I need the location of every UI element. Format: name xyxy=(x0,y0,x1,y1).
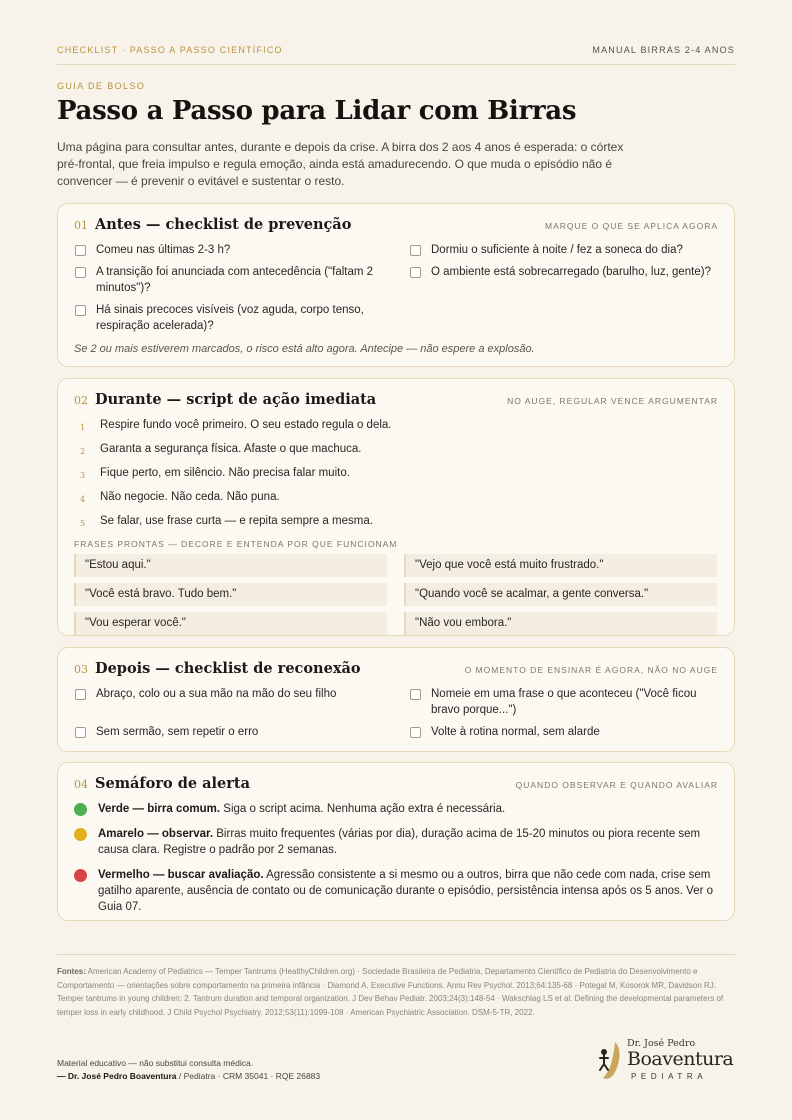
traffic-light-row-green xyxy=(74,801,718,817)
checklist-item[interactable] xyxy=(74,686,409,702)
card-depois xyxy=(57,647,735,752)
phrase-item: "Vou esperar você." xyxy=(74,612,387,635)
checkbox[interactable] xyxy=(410,689,421,700)
logo-small-text: Dr. José Pedro xyxy=(627,1038,696,1049)
phrase-item: "Vejo que você está muito frustrado." xyxy=(404,554,717,577)
step-text: Não negocie. Não ceda. Não puna. xyxy=(100,491,280,503)
header-left-label: CHECKLIST · PASSO A PASSO CIENTÍFICO xyxy=(57,45,283,55)
checklist-item[interactable] xyxy=(74,302,389,334)
checkbox[interactable] xyxy=(75,245,86,256)
card-number: 02 xyxy=(74,394,88,407)
checklist-item[interactable] xyxy=(409,724,719,740)
checklist-item-label: Volte à rotina normal, sem alarde xyxy=(431,726,600,738)
traffic-light-label: Vermelho — buscar avaliação. xyxy=(98,869,264,881)
card-note: MARQUE O QUE SE APLICA AGORA xyxy=(544,221,718,231)
logo xyxy=(595,1036,735,1084)
top-bar xyxy=(57,45,735,65)
logo-subtitle: PEDIATRA xyxy=(631,1072,708,1081)
step-text: Garanta a segurança física. Afaste o que machuca. xyxy=(100,443,362,455)
checkbox[interactable] xyxy=(75,267,86,278)
traffic-light-text: Agressão consistente a si mesmo ou a outros, birra que não cede com nada, crise sem gatilho aparente, ausência de contato ou de comunicação durante o episódio, persistência intensa após os 5 anos. Ver o Guia 07. xyxy=(98,869,714,913)
sources-label: Fontes: xyxy=(57,967,86,976)
phrase-item: "Não vou embora." xyxy=(404,612,717,635)
checklist-item-label: Há sinais precoces visíveis (voz aguda, corpo tenso, respiração acelerada)? xyxy=(96,304,364,332)
step-item xyxy=(74,513,718,532)
card-title xyxy=(74,775,250,792)
phrase-item: "Você está bravo. Tudo bem." xyxy=(74,583,387,606)
child-feather-icon xyxy=(595,1038,625,1082)
traffic-light-row-red xyxy=(74,867,718,915)
author-credentials: / Pediatra · CRM 35041 · RQE 26883 xyxy=(176,1071,321,1081)
checklist-item-label: Dormiu o suficiente à noite / fez a soneca do dia? xyxy=(431,244,683,256)
card-title-text: Semáforo de alerta xyxy=(95,775,250,792)
step-number: 1 xyxy=(80,423,86,432)
sources xyxy=(57,965,735,1019)
card-number: 03 xyxy=(74,663,88,676)
card-semaforo xyxy=(57,762,735,921)
card-durante xyxy=(57,378,735,636)
checklist-item[interactable] xyxy=(409,686,719,718)
step-item xyxy=(74,441,718,460)
step-item xyxy=(74,417,718,436)
phrase-item: "Estou aqui." xyxy=(74,554,387,577)
checkbox[interactable] xyxy=(75,305,86,316)
checkbox[interactable] xyxy=(410,245,421,256)
card-title-text: Antes — checklist de prevenção xyxy=(95,216,352,233)
checklist-item-label: Sem sermão, sem repetir o erro xyxy=(96,726,259,738)
traffic-light-text: Siga o script acima. Nenhuma ação extra é necessária. xyxy=(223,803,506,815)
disclaimer-text: Material educativo — não substitui consulta médica. xyxy=(57,1058,254,1068)
checklist-item-label: Nomeie em uma frase o que aconteceu ("Você ficou bravo porque...") xyxy=(431,688,697,716)
red-dot-icon xyxy=(74,869,87,882)
traffic-light-label: Verde — birra comum. xyxy=(98,803,221,815)
checkbox[interactable] xyxy=(410,267,421,278)
author-name: — Dr. José Pedro Boaventura xyxy=(57,1071,177,1081)
traffic-light-label: Amarelo — observar. xyxy=(98,828,214,840)
step-number: 2 xyxy=(80,447,86,456)
step-number: 4 xyxy=(80,495,86,504)
traffic-light-row-yellow xyxy=(74,826,718,858)
step-number: 3 xyxy=(80,471,86,480)
traffic-light-list xyxy=(74,801,718,915)
card-title xyxy=(74,660,361,677)
card-title xyxy=(74,216,351,233)
steps-list xyxy=(74,417,718,532)
step-text: Fique perto, em silêncio. Não precisa falar muito. xyxy=(100,467,350,479)
checklist-item-label: O ambiente está sobrecarregado (barulho, luz, gente)? xyxy=(431,266,711,278)
step-item xyxy=(74,465,718,484)
card-number: 01 xyxy=(74,219,88,232)
eyebrow: GUIA DE BOLSO xyxy=(57,81,146,91)
page-title: Passo a Passo para Lidar com Birras xyxy=(57,96,577,126)
checklist-item[interactable] xyxy=(74,264,384,296)
step-text: Se falar, use frase curta — e repita sempre a mesma. xyxy=(100,515,373,527)
checklist-item-label: Abraço, colo ou a sua mão na mão do seu filho xyxy=(96,688,337,700)
footer-divider xyxy=(57,954,735,955)
checkbox[interactable] xyxy=(75,689,86,700)
logo-name: Boaventura xyxy=(627,1048,734,1070)
checkbox[interactable] xyxy=(410,727,421,738)
disclaimer xyxy=(57,1057,320,1083)
phrase-item: "Quando você se acalmar, a gente conversa." xyxy=(404,583,717,606)
yellow-dot-icon xyxy=(74,828,87,841)
checklist-item[interactable] xyxy=(409,242,719,258)
header-right-label: MANUAL BIRRAS 2-4 ANOS xyxy=(592,45,735,55)
phrases-label: FRASES PRONTAS — DECORE E ENTENDA POR QUE FUNCIONAM xyxy=(74,539,398,549)
phrases-grid xyxy=(74,554,718,635)
checklist-item[interactable] xyxy=(409,264,719,280)
sources-text: American Academy of Pediatrics — Temper Tantrums (HealthyChildren.org) · Sociedade Brasileira de Pediatria, Departamento Científico de Pediatria do Desenvolvimento e Comportamento — orientações sobre comportamento na primeira infância · Diamond A. Executive Functions. Annu Rev Psychol. 2013;64:135-68 · Potegal M, Kosorok MR, Davidson RJ. Temper tantrums in young children: 2. Tantrum duration and temporal organization. J Dev Behav Pediatr. 2003;24(3):148-54 · Wakschlag LS et al. Defining the developmental parameters of temper loss in early childhood. J Child Psychol Psychiatry. 2012;53(11):1099-108 · American Psychiatric Association. DSM-5-TR, 2022. xyxy=(57,967,724,1017)
card-note: NO AUGE, REGULAR VENCE ARGUMENTAR xyxy=(507,396,718,406)
checklist-item[interactable] xyxy=(74,724,409,740)
traffic-light-text: Birras muito frequentes (várias por dia), duração acima de 15-20 minutos ou piora recente sem causa clara. Registre o padrão por 2 semanas. xyxy=(98,828,701,856)
checklist-item-label: A transição foi anunciada com antecedência ("faltam 2 minutos")? xyxy=(96,266,374,294)
card-note: O MOMENTO DE ENSINAR É AGORA, NÃO NO AUGE xyxy=(464,665,718,675)
step-text: Respire fundo você primeiro. O seu estado regula o dela. xyxy=(100,419,392,431)
card-title-text: Durante — script de ação imediata xyxy=(95,391,377,408)
card-number: 04 xyxy=(74,778,88,791)
step-number: 5 xyxy=(80,519,86,528)
card-title-text: Depois — checklist de reconexão xyxy=(95,660,361,677)
card-title xyxy=(74,391,376,408)
intro-paragraph: Uma página para consultar antes, durante e depois da crise. A birra dos 2 aos 4 anos é esperada: o córtex pré-frontal, que freia impulso e regula emoção, ainda está amadurecendo. O que muda o episódio não é convencer — é prevenir o evitável e sustentar o resto. xyxy=(57,140,624,188)
checkbox[interactable] xyxy=(75,727,86,738)
risk-note: Se 2 ou mais estiverem marcados, o risco está alto agora. Antecipe — não espere a explosão. xyxy=(74,343,535,355)
checklist-item[interactable] xyxy=(74,242,409,258)
card-note: QUANDO OBSERVAR E QUANDO AVALIAR xyxy=(515,780,718,790)
checklist-item-label: Comeu nas últimas 2-3 h? xyxy=(96,244,231,256)
green-dot-icon xyxy=(74,803,87,816)
step-item xyxy=(74,489,718,508)
card-antes xyxy=(57,203,735,367)
